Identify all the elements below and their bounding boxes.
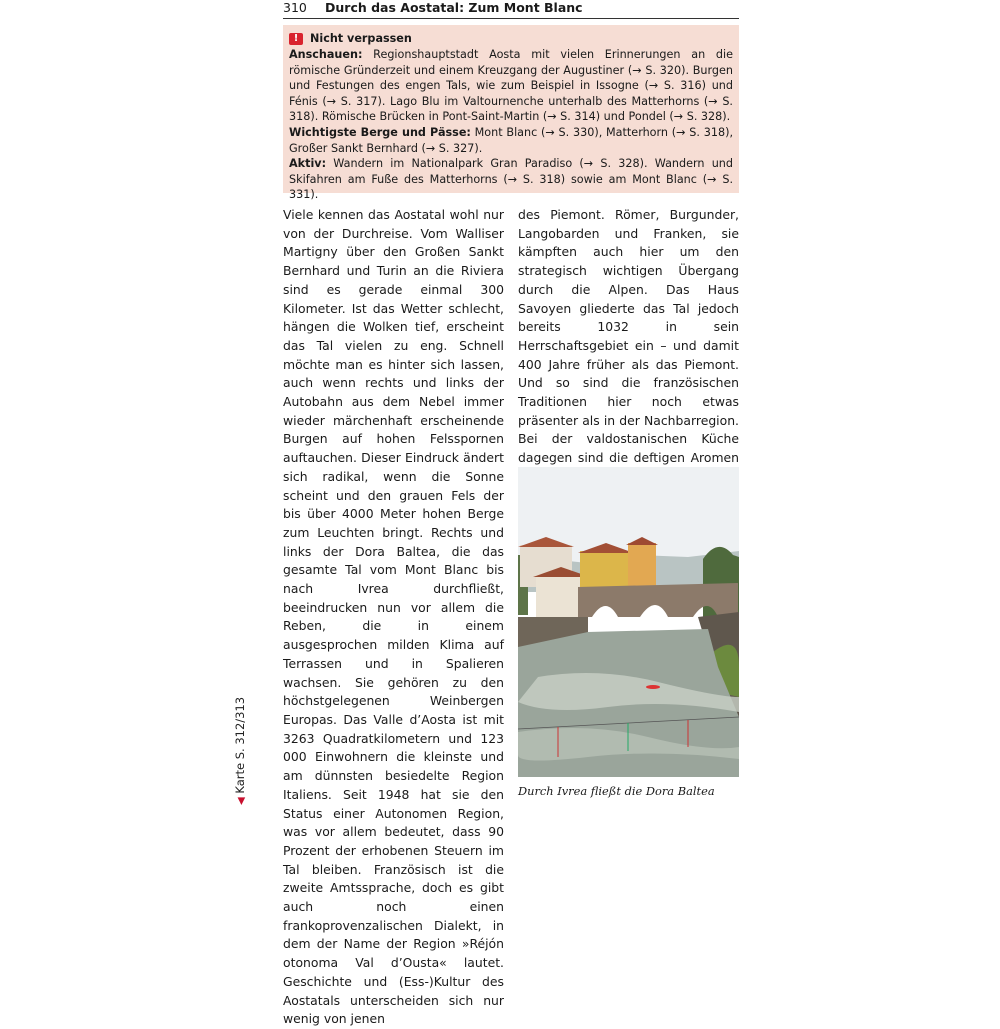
body-column-right: des Piemont. Römer, Burgunder, Langobarden und Franken, sie kämpften auch hier um den strategisch wichtigen Übergang durch die Alpen. Das Haus Savoyen gliederte das Tal jedoch bereits 1032 in sein Herrschaftsgebiet ein – und damit 400 Jahre früher als das Piemont. Und so sind die französischen Traditionen hier noch etwas präsenter als in der Nachbarregion. Bei der valdostanischen Küche dagegen sind die deftigen Aromen: [518, 207, 739, 466]
page-number: 310: [283, 0, 307, 15]
section-mountains: [289, 125, 733, 156]
chapter-title: Durch das Aostatal: Zum Mont Blanc: [325, 0, 583, 15]
section-label: Aktiv:: [289, 157, 327, 171]
section-see: [289, 47, 733, 125]
dont-miss-heading: Nicht verpassen: [310, 32, 412, 46]
house-yellow: [580, 551, 632, 587]
section-active: [289, 156, 733, 203]
triangle-left-icon: ◀: [236, 797, 247, 805]
map-reference[interactable]: [233, 693, 247, 805]
running-header: [283, 0, 739, 19]
kayak: [646, 685, 660, 689]
section-text: Regionshauptstadt Aosta mit vielen Erinnerungen an die römische Gründerzeit und einem Kreuzgang der Augustiner (→ S. 320). Burgen und Festungen des engen Tals, wie zum Beispiel in Issogne (→ S. 316) und Fénis (→ S. 317). Lago Blu im Valtournenche unterhalb des Matterhorns (→ S. 318). Römische Brücken in Pont-Saint-Martin (→ S. 314) und Pondel (→ S. 328).: [289, 48, 733, 124]
dont-miss-heading-row: [289, 31, 733, 47]
section-text: Wandern im Nationalpark Gran Paradiso (→ S. 328). Wandern und Skifahren am Fuße des Matterhorns (→ S. 318) sowie am Mont Blanc (→ S. 331).: [289, 157, 733, 202]
photo-caption: Durch Ivrea fließt die Dora Baltea: [518, 784, 715, 798]
house-orange: [628, 543, 656, 587]
map-reference-text: Karte S. 312/313: [233, 696, 247, 794]
exclamation-icon: !: [289, 33, 303, 45]
ivrea-river-photo: [518, 467, 739, 777]
body-column-left: Viele kennen das Aostatal wohl nur von der Durchreise. Vom Walliser Martigny über den Großen Sankt Bernhard und Turin an die Riviera sind es gerade einmal 300 Kilometer. Ist das Wetter schlecht, hängen die Wolken tief, erscheint das Tal vielen zu eng. Schnell möchte man es hinter sich lassen, auch wenn rechts und links der Autobahn aus dem Nebel immer wieder märchenhaft erscheinende Burgen auf hohen Felsspornen auftauchen. Dieser Eindruck ändert sich radikal, wenn die Sonne scheint und den grauen Fels der bis über 4000 Meter hohen Berge zum Leuchten bringt. Rechts und links der Dora Baltea, die das gesamte Tal vom Mont Blanc bis nach Ivrea durchfließt, beeindrucken nun vor allem die Reben, die in einem ausgesprochen milden Klima auf Terrassen und in Spalieren wachsen. Sie gehören zu den höchstgelegenen Weinbergen Europas. Das Valle d’Aosta ist mit 3263 Quadratkilometern und 123 000 Einwohnern die kleinste und am dünnsten besiedelte Region Italiens. Seit 1948 hat sie den Status einer Autonomen Region, was vor allem bedeutet, dass 90 Prozent der erhobenen Steuern im Tal bleiben. Französisch ist die zweite Amtssprache, doch es gibt auch noch einen frankoprovenzalischen Dialekt, in dem der Name der Region »Réjón otonoma Val d’Ousta« lautet. Geschichte und (Ess-)Kultur des Aostatals unterscheiden sich nur wenig von jenen: [283, 207, 504, 1027]
section-label: Anschauen:: [289, 48, 363, 61]
section-text: Mont Blanc (→ S. 330), Matterhorn (→ S. 318), Großer Sankt Bernhard (→ S. 327).: [289, 125, 734, 155]
section-label: Wichtigste Berge und Pässe:: [289, 125, 471, 139]
dont-miss-box: [283, 25, 739, 202]
